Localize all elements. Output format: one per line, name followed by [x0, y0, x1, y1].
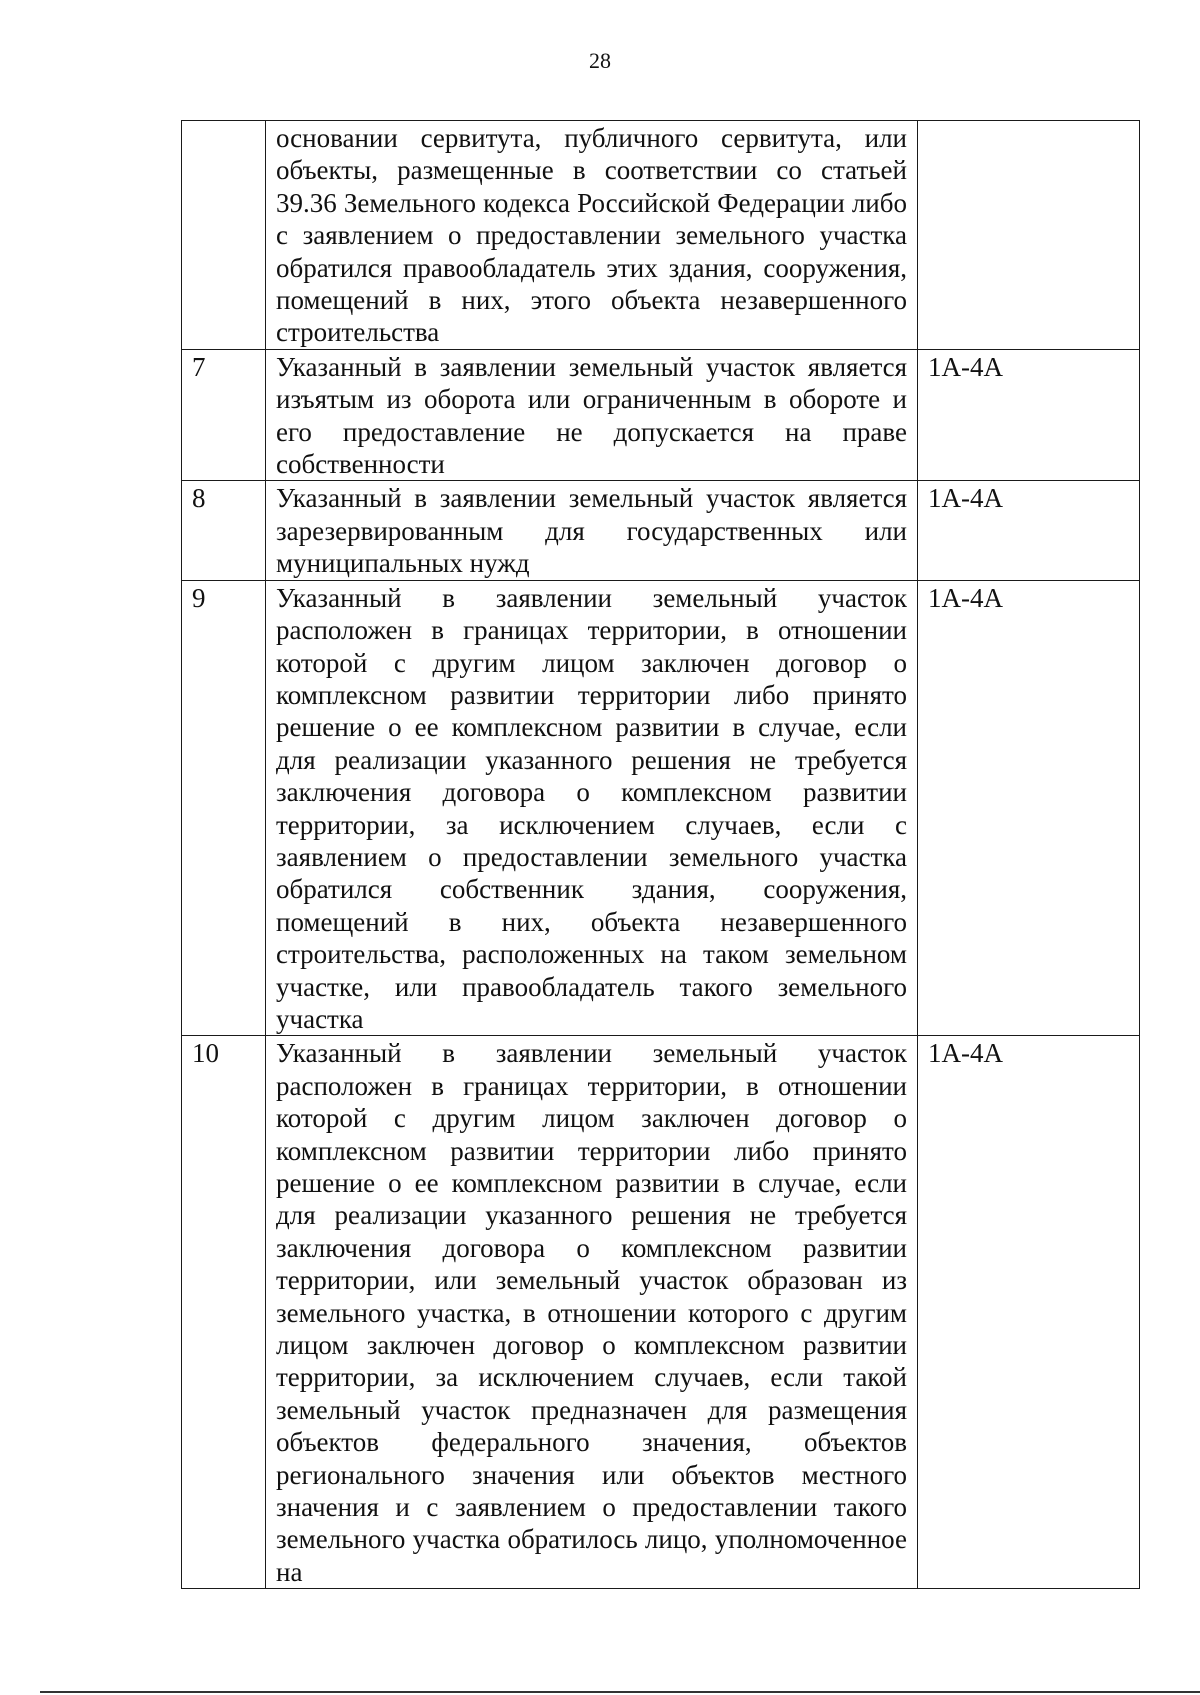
- row-number: [182, 121, 266, 350]
- row-code: 1А-4А: [918, 1036, 1140, 1589]
- table-row: [182, 121, 1140, 350]
- row-text: Указанный в заявлении земельный участок расположен в границах территории, в отношении которой с другим лицом заключен договор о комплексном развитии территории либо принято решение о ее комплексном развитии в случае, если для реализации указанного решения не требуется заключения договора о комплексном развитии территории, за исключением случаев, если с заявлением о предоставлении земельного участка обратился собственник здания, сооружения, помещений в них, объекта незавершенного строительства, расположенных на таком земельном участке, или правообладатель такого земельного участка: [266, 580, 918, 1036]
- row-code: 1А-4А: [918, 481, 1140, 580]
- row-number: 9: [182, 580, 266, 1036]
- row-number: 8: [182, 481, 266, 580]
- row-code: 1А-4А: [918, 349, 1140, 481]
- row-number: 7: [182, 349, 266, 481]
- grounds-table: [181, 120, 1140, 1589]
- row-code: [918, 121, 1140, 350]
- row-text: Указанный в заявлении земельный участок является изъятым из оборота или ограниченным в обороте и его предоставление не допускается на праве собственности: [266, 349, 918, 481]
- row-text: основании сервитута, публичного сервитута, или объекты, размещенные в соответствии со статьей 39.36 Земельного кодекса Российской Федерации либо с заявлением о предоставлении земельного участка обратился правообладатель этих здания, сооружения, помещений в них, этого объекта незавершенного строительства: [266, 121, 918, 350]
- table-row: [182, 580, 1140, 1036]
- table-row: [182, 481, 1140, 580]
- row-number: 10: [182, 1036, 266, 1589]
- row-code: 1А-4А: [918, 580, 1140, 1036]
- table-row: [182, 1036, 1140, 1589]
- bottom-rule: [40, 1691, 1200, 1693]
- row-text: Указанный в заявлении земельный участок расположен в границах территории, в отношении которой с другим лицом заключен договор о комплексном развитии территории либо принято решение о ее комплексном развитии в случае, если для реализации указанного решения не требуется заключения договора о комплексном развитии территории, или земельный участок образован из земельного участка, в отношении которого с другим лицом заключен договор о комплексном развитии территории, за исключением случаев, если такой земельный участок предназначен для размещения объектов федерального значения, объектов регионального значения или объектов местного значения и с заявлением о предоставлении такого земельного участка обратилось лицо, уполномоченное на: [266, 1036, 918, 1589]
- page-number: 28: [589, 48, 611, 73]
- row-text: Указанный в заявлении земельный участок является зарезервированным для государственных или муниципальных нужд: [266, 481, 918, 580]
- table-row: [182, 349, 1140, 481]
